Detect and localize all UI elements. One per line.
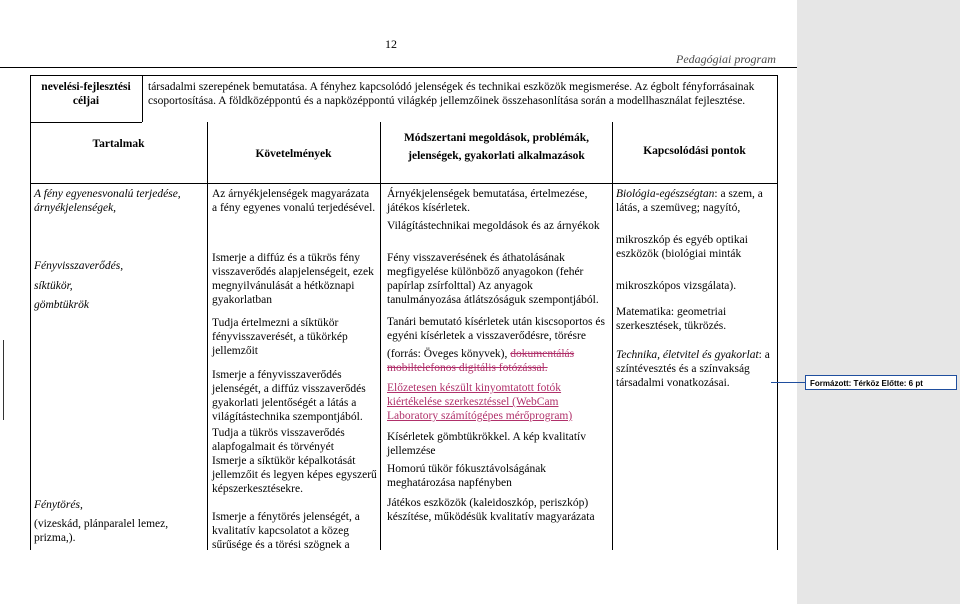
topic-item: Fénytörés,	[34, 499, 83, 511]
goals-text: társadalmi szerepének bemutatása. A fényhez kapcsolódó jelenségek és technikai eszközök megismerése. Az égbolt fényforrásainak csoportosítása. A földközéppontú és a napközéppontú világkép jellemzőinek összehasonlítása során a modellhasználat fejlesztése.	[148, 81, 755, 107]
method-item	[387, 347, 609, 375]
comment-connector	[771, 382, 805, 383]
comment-text: Formázott: Térköz Előtte: 6 pt	[810, 379, 923, 388]
method-item: Árnyékjelenségek bemutatása, értelmezése, játékos kísérletek.	[387, 188, 588, 214]
method-item: Világítástechnikai megoldások és az árnyékok	[387, 220, 600, 232]
method-item: Kísérletek gömbtükrökkel. A kép kvalitatív jellemzése	[387, 431, 586, 457]
formatting-comment[interactable]	[805, 375, 957, 390]
header-methods: Módszertani megoldások, problémák, jelenségek, gyakorlati alkalmazások	[403, 132, 590, 162]
link-subject: Biológia-egészségtan	[616, 188, 715, 200]
table-right-border	[777, 75, 778, 550]
method-source: (forrás: Öveges könyvek),	[387, 348, 511, 360]
topic-item: gömbtükrök	[34, 299, 89, 311]
header-rule	[0, 67, 797, 68]
topic-item: A fény egyenesvonalú terjedése, árnyékjelenségek,	[34, 188, 181, 214]
header-requirements: Követelmények	[255, 148, 332, 160]
comment-sidebar	[797, 0, 960, 604]
col-divider-3	[612, 122, 613, 550]
change-bar	[3, 340, 4, 420]
link-item: Matematika: geometriai szerkesztések, tükrözés.	[616, 306, 727, 332]
col-divider-2	[380, 122, 381, 550]
col-divider-1	[207, 122, 208, 550]
topic-item: síktükör,	[34, 280, 73, 292]
deleted-text: dokumentálás mobiltelefonos digitális fotózással.	[387, 348, 575, 374]
link-item	[616, 348, 774, 390]
method-item: Tanári bemutató kísérletek után kiscsoportos és egyéni kísérletek a visszaverődésre, törésre	[387, 316, 605, 342]
requirement-item: Ismerje a fénytörés jelenségét, a kvalitatív kapcsolatot a közeg sűrűsége és a törési szögnek a	[212, 511, 360, 551]
link-item: mikroszkópos vizsgálata).	[616, 280, 737, 292]
requirement-item: Az árnyékjelenségek magyarázata a fény egyenes vonalú terjedésével.	[212, 188, 376, 214]
goals-bottom-border	[30, 122, 142, 123]
header-links: Kapcsolódási pontok	[643, 145, 746, 157]
header-topics: Tartalmak	[92, 138, 145, 150]
goals-divider	[142, 75, 143, 122]
link-subject: Technika, életvitel és gyakorlat	[616, 349, 759, 361]
goals-label: nevelési-fejlesztési céljai	[41, 81, 131, 107]
topic-item: Fényvisszaverődés,	[34, 260, 124, 272]
table-left-border	[30, 75, 31, 550]
requirement-item: Ismerje a síktükör képalkotását jellemzőit és legyen képes egyszerű képszerkesztésekre.	[212, 455, 377, 495]
link-item: mikroszkóp és egyéb optikai eszközök (biológiai minták	[616, 234, 748, 260]
requirement-item: Tudja értelmezni a síktükör fényvisszaverését, a tükörkép jellemzőit	[212, 317, 348, 357]
topic-item: (vizeskád, plánparalel lemez, prizma,).	[34, 518, 169, 544]
requirement-item: Tudja a tükrös visszaverődés alapfogalmait és törvényét	[212, 427, 345, 453]
link-text: : a szem, a látás, a szemüveg; nagyító,	[616, 188, 763, 214]
method-item: Fény visszaverésének és áthatolásának megfigyelése különböző anyagokon (fehér papírlap zsírfolttal) Az anyagok tanulmányozása átlátszóságuk szempontjából.	[387, 252, 599, 306]
program-title: Pedagógiai program	[676, 52, 776, 66]
table-header-border	[30, 183, 777, 184]
requirement-item: Ismerje a diffúz és a tükrös fény visszaverődés alapjelenségeit, ezek megnyilvánulását a hétköznapi gyakorlatban	[212, 252, 374, 306]
inserted-text: Előzetesen készült kinyomtatott fotók kiértékelése szerkesztéssel (WebCam Laboratory számítógépes mérőprogram)	[387, 382, 573, 422]
method-item: Játékos eszközök (kaleidoszkóp, periszkóp) készítése, működésük kvalitatív magyarázata	[387, 497, 595, 523]
requirement-item: Ismerje a fényvisszaverődés jelenségét, a diffúz visszaverődés gyakorlati jelentőségét a látás a világítástechnika szempontjából.	[212, 369, 366, 423]
page-number: 12	[385, 37, 397, 51]
method-item: Homorú tükör fókusztávolságának meghatározása napfényben	[387, 463, 547, 489]
link-item	[616, 187, 774, 215]
link-text: : a színtévesztés és a színvakság társadalmi vonatkozásai.	[616, 349, 770, 389]
